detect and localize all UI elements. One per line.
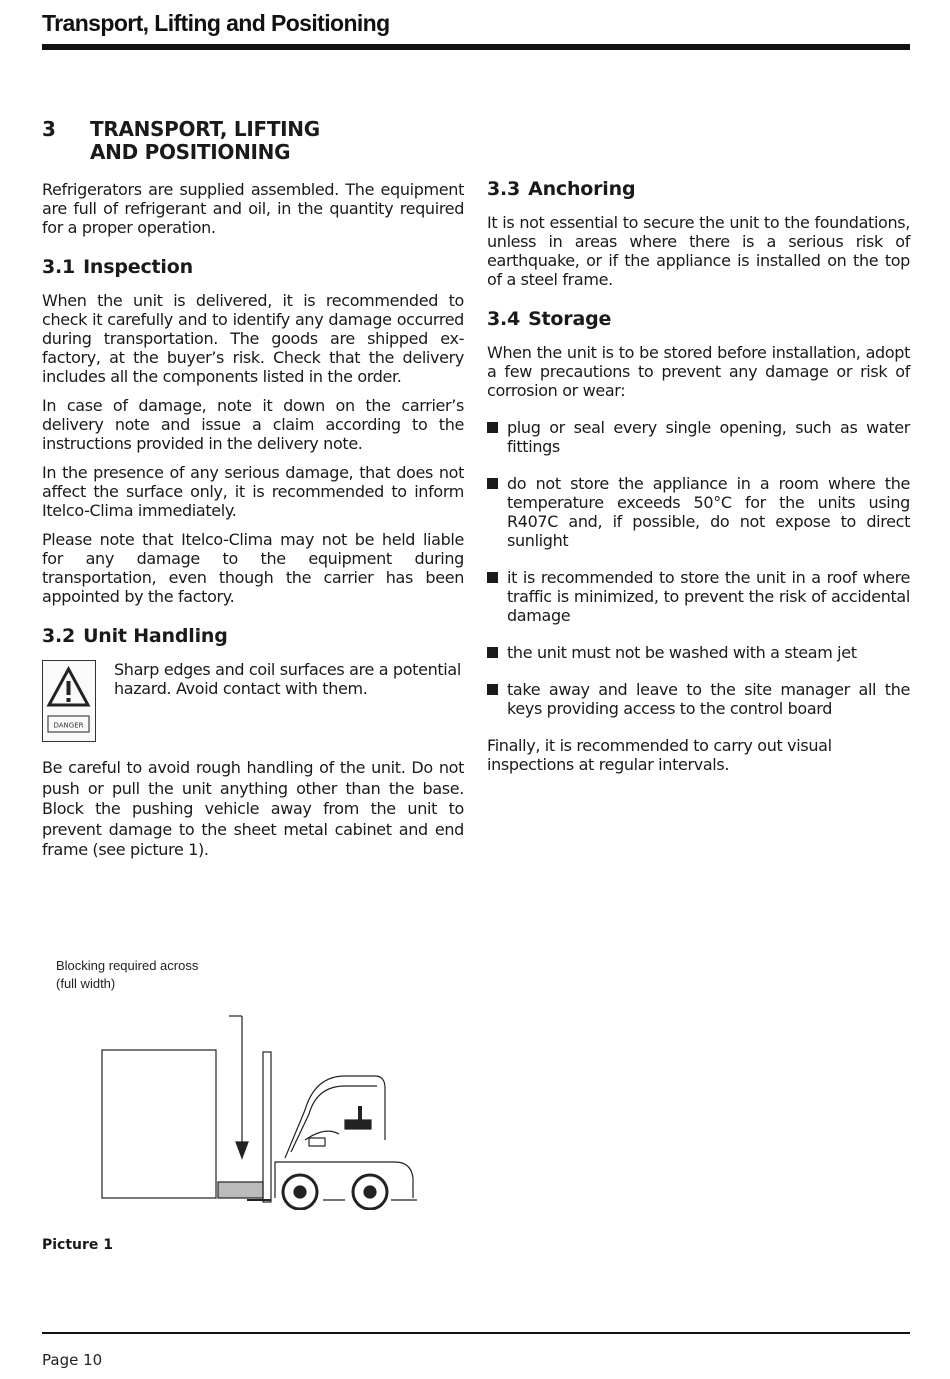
figure-annotation [56,957,276,993]
right-column [487,177,910,784]
list-item: do not store the appliance in a room where the temperature exceeds 50°C for the units using R407C and, if possible, do not expose to direct sunlight [487,474,910,550]
left-column [42,118,464,871]
list-item: plug or seal every single opening, such as water fittings [487,418,910,456]
header-rule [42,44,910,50]
anchoring-paragraph: It is not essential to secure the unit to the foundations, unless in areas where there is a serious risk of earthquake, or if the appliance is installed on the top of a steel frame. [487,213,910,289]
section-number: 3.4 [487,308,521,330]
list-item: the unit must not be washed with a steam jet [487,643,910,662]
section-number: 3.2 [42,625,76,647]
figure-caption: Picture 1 [42,1237,114,1253]
handling-paragraph: Be careful to avoid rough handling of the unit. Do not push or pull the unit anything other than the base. Block the pushing vehicle away from the unit to prevent damage to the sheet metal cabinet and end frame (see picture 1). [42,758,464,859]
inspection-paragraph-1: When the unit is delivered, it is recommended to check it carefully and to identify any damage occurred during transportation. The goods are shipped ex-factory, at the buyer’s risk. Check that the delivery includes all the components listed in the order. [42,291,464,386]
chapter-number: 3 [42,117,56,141]
annotation-line-1: Blocking required across [56,958,199,973]
square-bullet-icon [487,422,498,433]
inspection-paragraph-4: Please note that Itelco-Clima may not be held liable for any damage to the equipment during transportation, even though the carrier has been appointed by the factory. [42,530,464,606]
section-title: Unit Handling [83,625,228,647]
section-title: Anchoring [528,178,636,200]
section-number: 3.3 [487,178,521,200]
inspection-paragraph-2: In case of damage, note it down on the carrier’s delivery note and issue a claim according to the instructions provided in the delivery note. [42,396,464,453]
storage-precautions-list [487,418,910,718]
section-heading-inspection [42,255,464,279]
section-title: Inspection [83,256,193,278]
square-bullet-icon [487,647,498,658]
warning-text: Sharp edges and coil surfaces are a potential hazard. Avoid contact with them. [114,660,461,698]
square-bullet-icon [487,478,498,489]
inspection-paragraph-3: In the presence of any serious damage, that does not affect the surface only, it is recommended to inform Itelco-Clima immediately. [42,463,464,520]
page-running-title: Transport, Lifting and Positioning [42,10,390,36]
forklift-illustration [95,1010,425,1210]
intro-paragraph: Refrigerators are supplied assembled. The equipment are full of refrigerant and oil, in the quantity required for a proper operation. [42,180,464,237]
section-heading-storage [487,307,910,331]
page-number: Page 10 [42,1351,103,1369]
section-heading-anchoring [487,177,910,201]
footer-rule [42,1332,910,1334]
section-number: 3.1 [42,256,76,278]
square-bullet-icon [487,684,498,695]
danger-label: DANGER [53,721,84,730]
danger-warning-icon [42,660,96,742]
list-item: it is recommended to store the unit in a roof where traffic is minimized, to prevent the risk of accidental damage [487,568,910,625]
chapter-title: TRANSPORT, LIFTING AND POSITIONING [90,117,320,164]
chapter-heading [42,118,464,164]
section-title: Storage [528,308,612,330]
square-bullet-icon [487,572,498,583]
danger-notice [42,660,464,742]
storage-closing: Finally, it is recommended to carry out visual inspections at regular intervals. [487,736,832,774]
list-item: take away and leave to the site manager all the keys providing access to the control board [487,680,910,718]
annotation-line-2: (full width) [56,976,116,991]
section-heading-unit-handling [42,624,464,648]
storage-intro: When the unit is to be stored before installation, adopt a few precautions to prevent any damage or risk of corrosion or wear: [487,343,910,400]
